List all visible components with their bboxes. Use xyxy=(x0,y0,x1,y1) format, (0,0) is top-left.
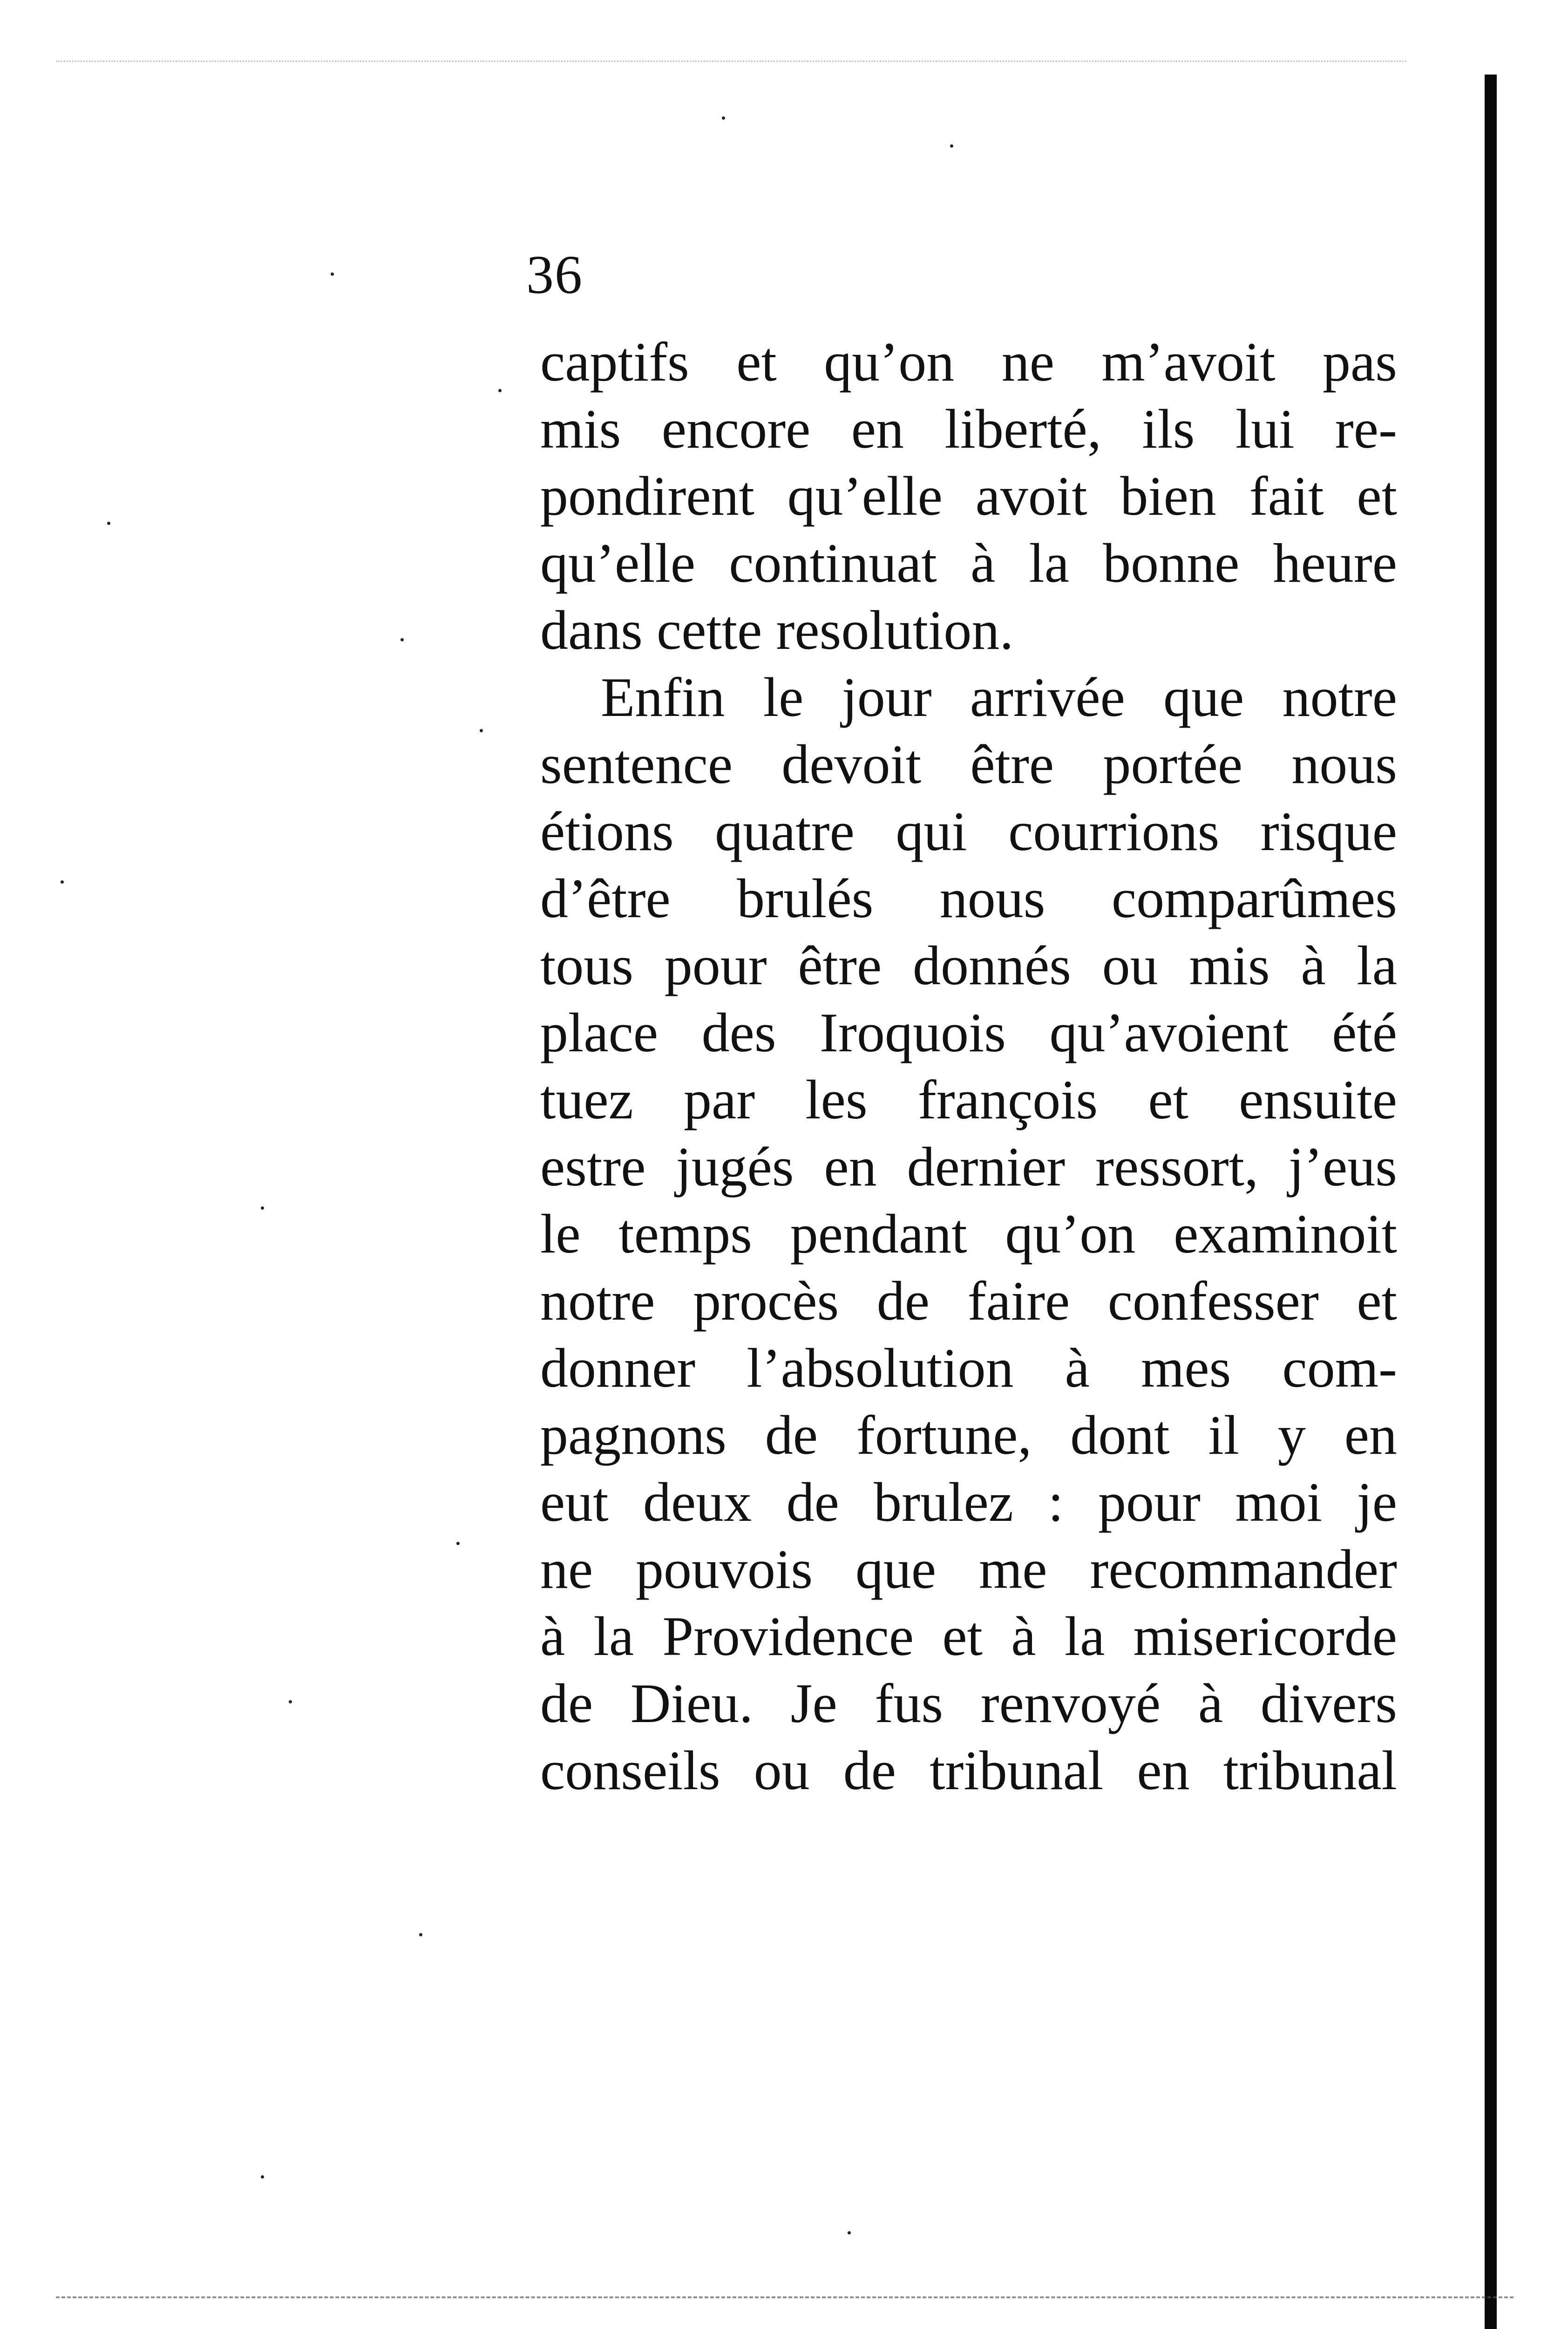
text-line: à la Providence et à la misericorde xyxy=(540,1605,1397,1667)
text-line: d’être brulés nous comparûmes xyxy=(540,867,1397,929)
scan-speck xyxy=(480,729,483,732)
scan-speck xyxy=(419,1933,422,1936)
text-line: tous pour être donnés ou mis à la xyxy=(540,934,1397,996)
page-number: 36 xyxy=(526,244,583,305)
text-line: dans cette resolution. xyxy=(540,599,1014,661)
text-line: sentence devoit être portée nous xyxy=(540,733,1397,795)
text-line: pondirent qu’elle avoit bien fait et xyxy=(540,465,1397,527)
scan-speck xyxy=(331,272,334,276)
text-line: notre procès de faire confesser et xyxy=(540,1270,1397,1332)
text-line: tuez par les françois et ensuite xyxy=(540,1069,1397,1130)
scan-speck xyxy=(289,1700,292,1703)
text-line: mis encore en liberté, ils lui re- xyxy=(540,398,1397,460)
paragraph-start-line: Enfin le jour arrivée que notre xyxy=(601,666,1397,728)
text-line: eut deux de brulez : pour moi je xyxy=(540,1471,1397,1533)
text-line: donner l’absolution à mes com- xyxy=(540,1337,1397,1399)
text-line: estre jugés en dernier ressort, j’eus xyxy=(540,1136,1397,1198)
text-line: ne pouvois que me recommander xyxy=(540,1538,1397,1600)
scan-speck xyxy=(722,116,725,120)
scan-noise-top xyxy=(56,61,1406,65)
text-line: place des Iroquois qu’avoient été xyxy=(540,1001,1397,1063)
text-line: qu’elle continuat à la bonne heure xyxy=(540,532,1397,594)
text-line: étions quatre qui courrions risque xyxy=(540,800,1397,862)
scan-speck xyxy=(848,2231,851,2234)
scan-speck xyxy=(400,638,404,641)
scan-speck xyxy=(950,144,953,148)
scan-speck xyxy=(61,880,64,884)
text-line: captifs et qu’on ne m’avoit pas xyxy=(540,331,1397,393)
scan-speck xyxy=(456,1542,460,1545)
body-text xyxy=(540,328,1397,1804)
scan-speck xyxy=(261,2175,264,2179)
scan-speck xyxy=(498,389,502,392)
text-line: conseils ou de tribunal en tribunal xyxy=(540,1739,1397,1801)
scan-noise-bottom xyxy=(56,2296,1514,2303)
text-line: de Dieu. Je fus renvoyé à divers xyxy=(540,1672,1397,1734)
text-line: le temps pendant qu’on examinoit xyxy=(540,1203,1397,1265)
text-line: pagnons de fortune, dont il y en xyxy=(540,1404,1397,1466)
scan-speck xyxy=(107,522,110,525)
page-edge-bar xyxy=(1485,75,1497,2329)
scan-speck xyxy=(261,1206,264,1210)
